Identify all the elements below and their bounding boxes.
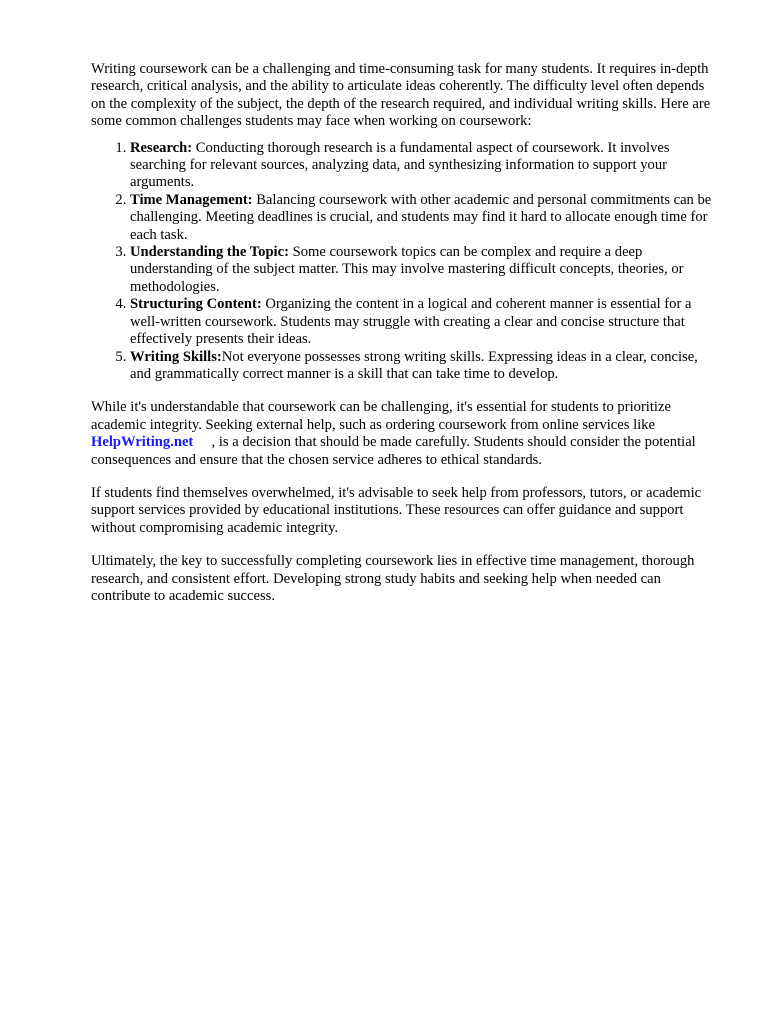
- challenges-list: [91, 140, 716, 384]
- integrity-paragraph: [91, 399, 716, 469]
- challenge-text: Balancing coursework with other academic and personal commitments can be challenging. Meeting deadlines is crucial, and students may find it hard to allocate enough time for each task.: [130, 191, 712, 243]
- support-paragraph: If students find themselves overwhelmed, it's advisable to seek help from professors, tutors, or academic support services provided by educational institutions. These resources can offer guidance and support without compromising academic integrity.: [91, 484, 702, 536]
- integrity-text-after: , is a decision that should be made carefully. Students should consider the potential consequences and ensure that the chosen service adheres to ethical standards.: [91, 434, 700, 468]
- challenge-text: Conducting thorough research is a fundamental aspect of coursework. It involves searching for relevant sources, analyzing data, and synthesizing information to support your arguments.: [130, 139, 670, 191]
- helpwriting-link[interactable]: HelpWriting.net: [91, 434, 194, 451]
- challenge-term: Research:: [130, 139, 193, 156]
- challenge-text: Some coursework topics can be complex and require a deep understanding of the subject matter. This may involve mastering difficult concepts, theories, or methodologies.: [130, 244, 684, 295]
- conclusion-paragraph: Ultimately, the key to successfully completing coursework lies in effective time management, thorough research, and consistent effort. Developing strong study habits and seeking help when needed can contribute to academic success.: [91, 553, 695, 604]
- challenge-item-structuring-content: [130, 296, 716, 348]
- challenge-item-research: [130, 140, 716, 192]
- challenge-text: Organizing the content in a logical and coherent manner is essential for a well-written coursework. Students may struggle with creating a clear and concise structure that effectively presents their ideas.: [130, 296, 692, 348]
- challenge-item-time-management: [130, 192, 716, 244]
- document-page: [91, 61, 716, 621]
- challenge-term: Writing Skills:: [130, 348, 222, 365]
- intro-paragraph: Writing coursework can be a challenging and time-consuming task for many students. It requires in-depth research, critical analysis, and the ability to articulate ideas coherently. The difficulty level often depends on the complexity of the subject, the depth of the research required, and individual writing skills. Here are some common challenges students may face when working on coursework:: [91, 61, 711, 130]
- challenge-text: Not everyone possesses strong writing skills. Expressing ideas in a clear, concise, and grammatically correct manner is a skill that can take time to develop.: [130, 348, 698, 382]
- challenge-term: Understanding the Topic:: [130, 244, 289, 261]
- challenge-term: Structuring Content:: [130, 296, 262, 313]
- challenge-item-writing-skills: [130, 349, 716, 384]
- integrity-text-before: While it's understandable that coursework can be challenging, it's essential for students to prioritize academic integrity. Seeking external help, such as ordering coursework from online services like: [91, 399, 671, 433]
- challenge-term: Time Management:: [130, 191, 253, 208]
- challenge-item-understanding-topic: [130, 244, 716, 296]
